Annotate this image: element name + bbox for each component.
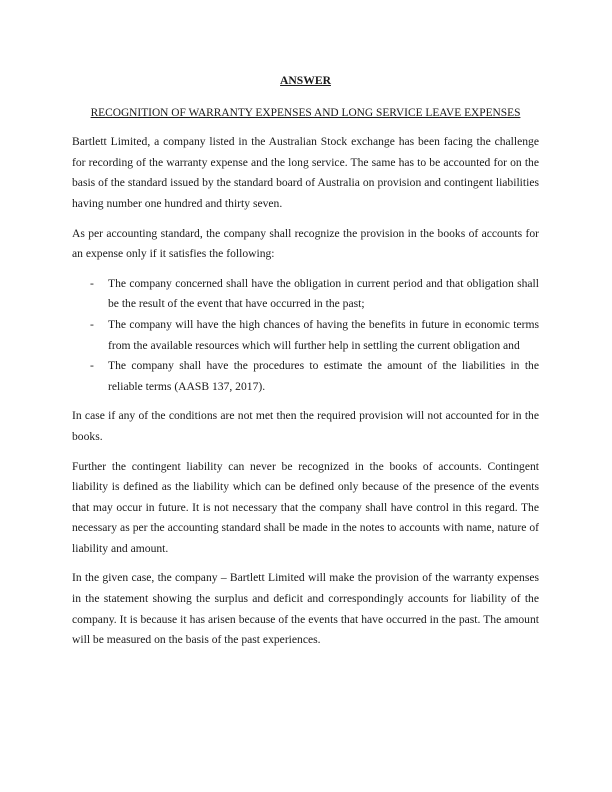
dash-marker: -: [90, 276, 94, 290]
condition-text: The company concerned shall have the obligation in current period and that obligation shall be the result of the event that have occurred in the past;: [108, 276, 539, 311]
document-page: [72, 71, 539, 660]
intro-paragraph: Bartlett Limited, a company listed in the Australian Stock exchange has been facing the challenge for recording of the warranty expense and the long service. The same has to be accounted for on the basis of the standard issued by the standard board of Australia on provision and contingent liabilities having number one hundred and thirty seven.: [72, 135, 539, 210]
standard-paragraph: As per accounting standard, the company shall recognize the provision in the books of accounts for an expense only if it satisfies the following:: [72, 226, 539, 261]
condition-text: The company shall have the procedures to estimate the amount of the liabilities in the reliable terms (AASB 137, 2017).: [108, 359, 539, 393]
list-item: [72, 274, 539, 315]
dash-marker: -: [90, 317, 94, 331]
list-item: [72, 315, 539, 356]
condition-text: The company will have the high chances of having the benefits in future in economic terms from the available resources which will further help in settling the current obligation and: [108, 317, 539, 352]
conditions-list: [72, 274, 539, 398]
dash-marker: -: [90, 359, 94, 373]
contingent-liability-paragraph: Further the contingent liability can never be recognized in the books of accounts. Contingent liability is defined as the liability which can be defined only because of the presence of the events that may occur in future. It is not necessary that the company shall have control in this regard. The necessary as per the accounting standard shall be made in the notes to accounts with name, nature of liability and amount.: [72, 459, 539, 555]
conditions-not-met-paragraph: In case if any of the conditions are not met then the required provision will not accounted for in the books.: [72, 409, 539, 443]
section-subheading: RECOGNITION OF WARRANTY EXPENSES AND LONG SERVICE LEAVE EXPENSES: [90, 106, 521, 119]
list-item: [72, 356, 539, 397]
given-case-paragraph: In the given case, the company – Bartlett Limited will make the provision of the warranty expenses in the statement showing the surplus and deficit and correspondingly accounts for liability of the company. It is because it has arisen because of the events that have occurred in the past. The amount will be measured on the basis of the past experiences.: [72, 571, 539, 647]
document-heading: ANSWER: [280, 74, 331, 87]
